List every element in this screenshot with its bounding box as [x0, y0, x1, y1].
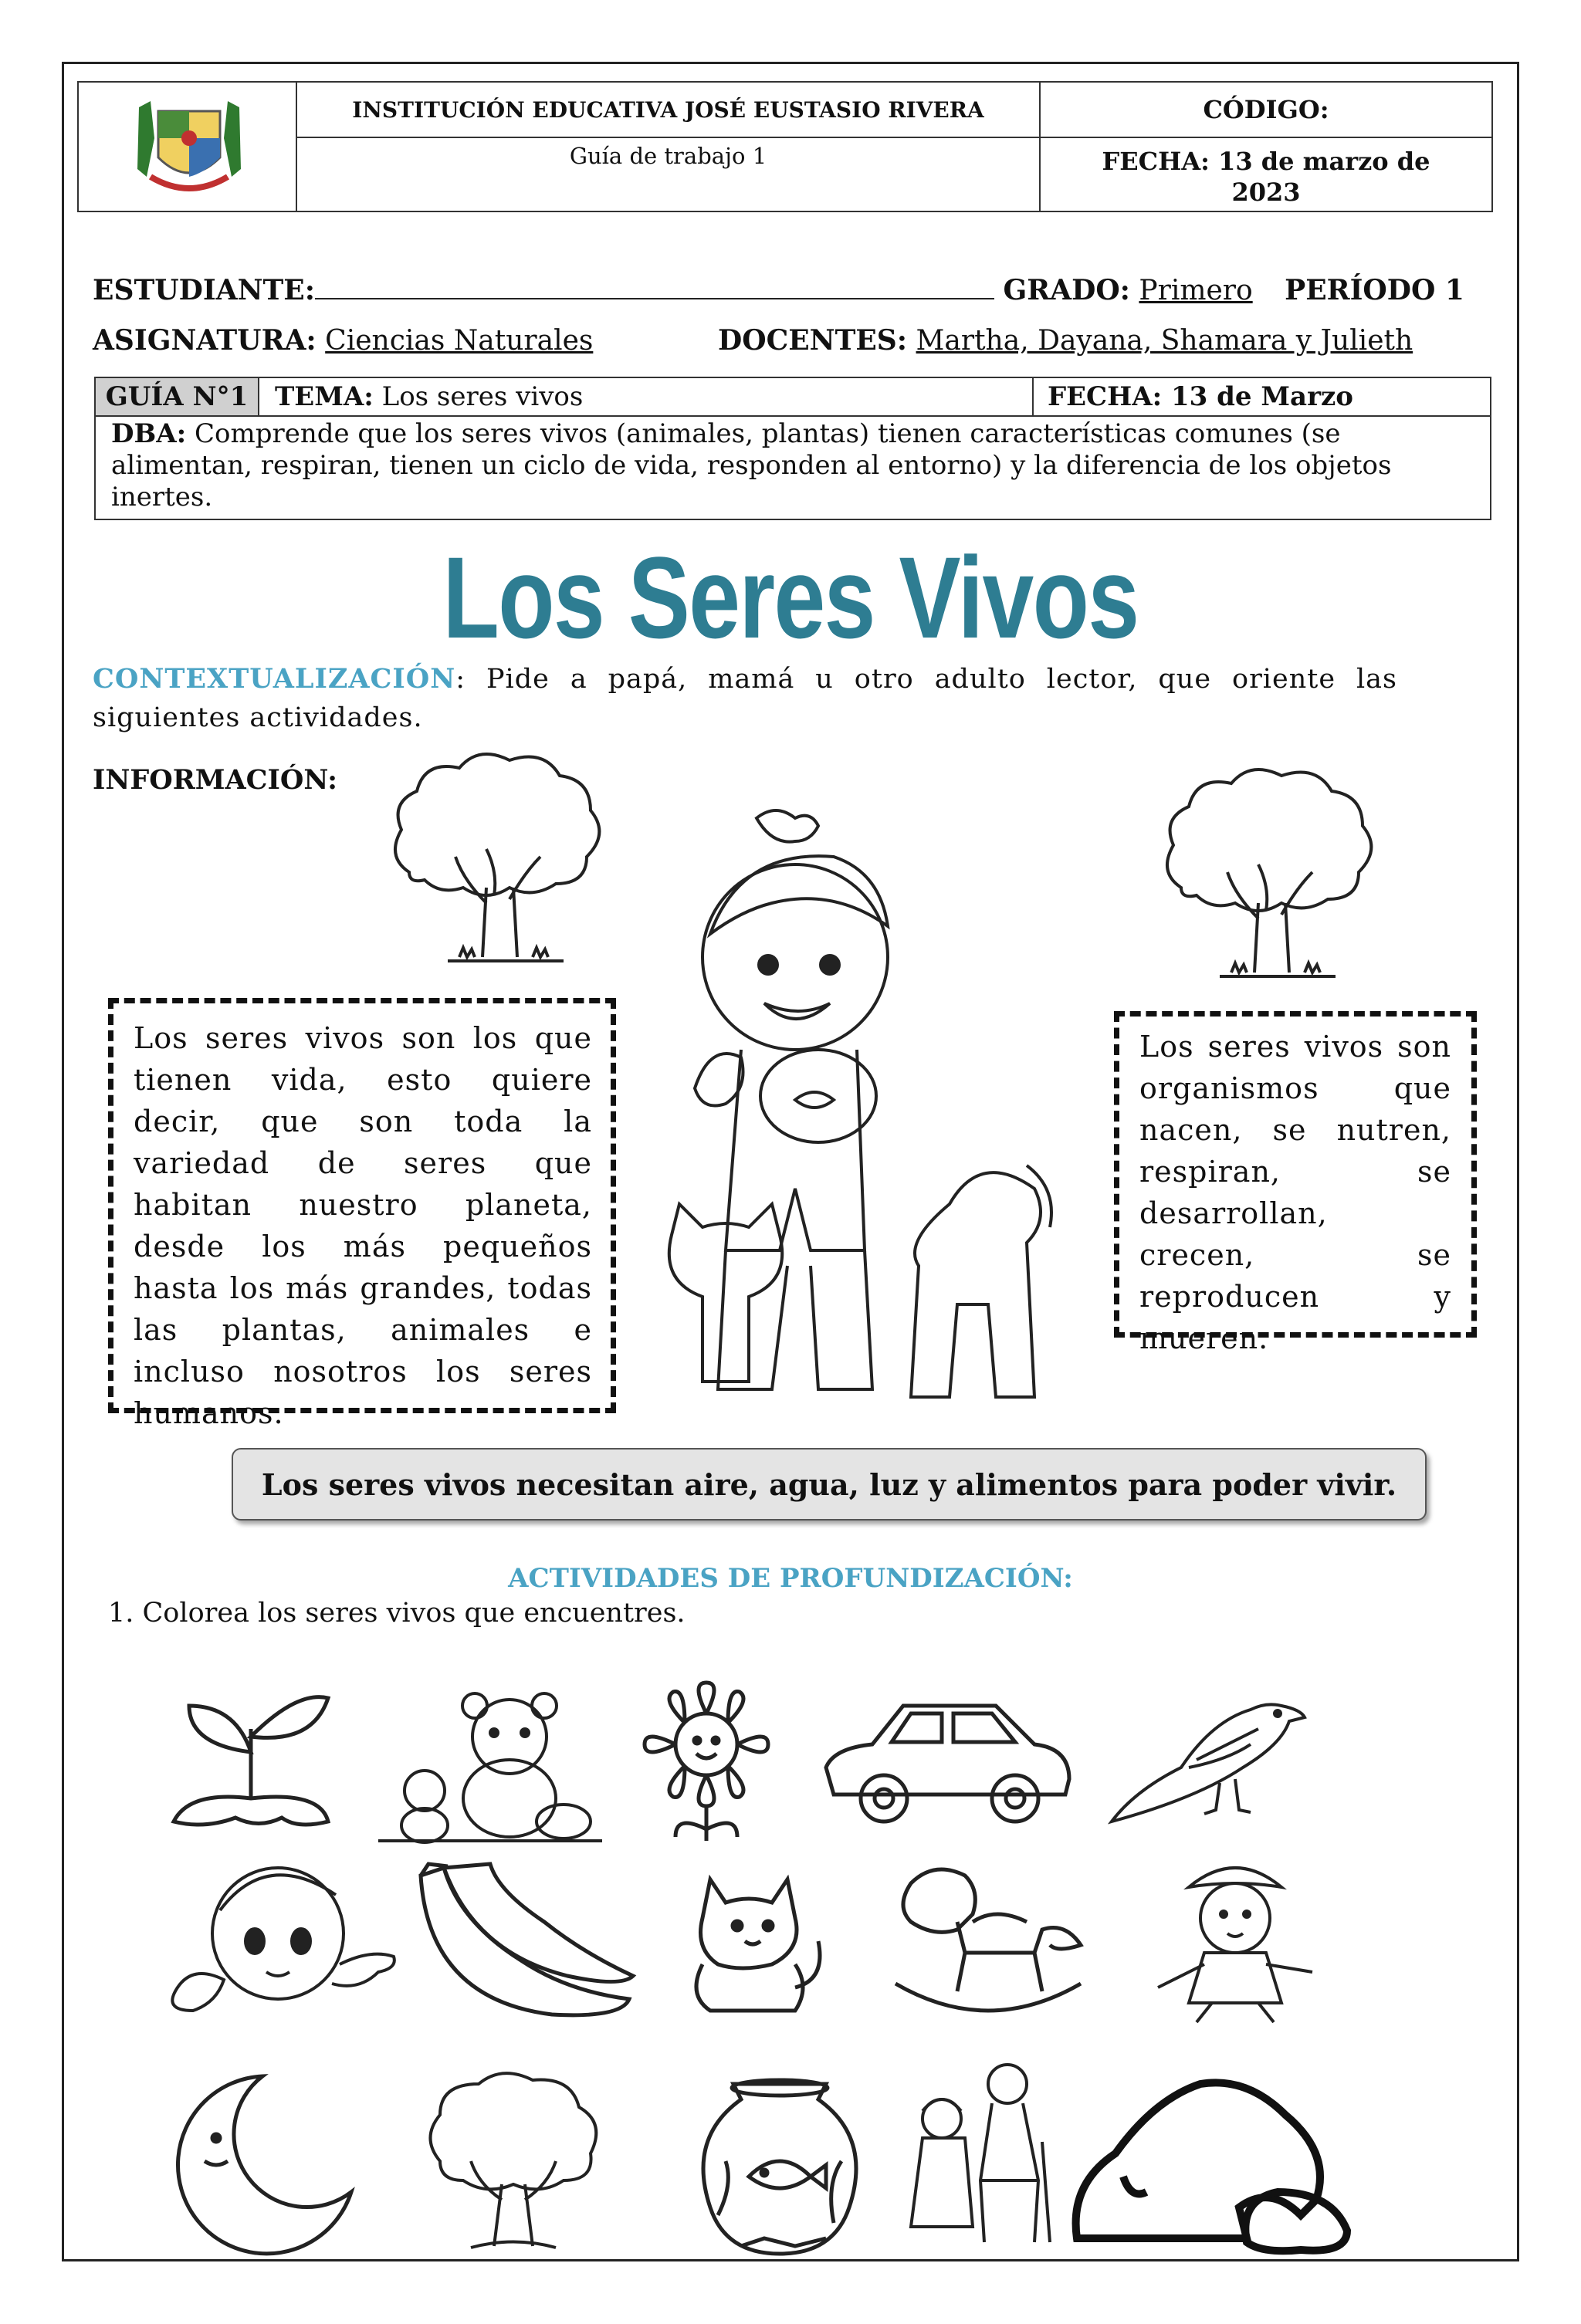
guide-number: GUÍA N°1: [96, 378, 259, 415]
contextualization-text: : Pide a papá, mamá u otro adulto lector, que oriente las siguientes actividades.: [93, 664, 1397, 733]
guide-date: FECHA: 13 de Marzo: [1048, 381, 1353, 412]
subject-label: ASIGNATURA:: [93, 324, 317, 357]
period-label: PERÍODO 1: [1285, 274, 1464, 306]
topic-label: TEMA:: [275, 381, 374, 412]
child-with-pets-icon: [641, 803, 1081, 1420]
car-icon: [818, 1694, 1077, 1829]
code-label: CÓDIGO:: [1041, 83, 1491, 138]
dba-text: Comprende que los seres vivos (animales, plantas) tienen características comunes (se alimentan, respiran, tienen un ciclo de vida, responden al entorno) y la diferencia de los objetos inertes.: [111, 418, 1392, 512]
student-line: [93, 274, 1464, 306]
elderly-couple-icon[interactable]: [899, 2049, 1054, 2250]
task-1: 1. Colorea los seres vivos que encuentres.: [108, 1598, 686, 1629]
flower-icon[interactable]: [621, 1683, 791, 1845]
guide-subtitle: Guía de trabajo 1: [569, 143, 767, 169]
living-beings-definition-box: Los seres vivos son los que tienen vida, esto quiere decir, que son toda la variedad de seres que habitan nuestro planeta, desde los más pequeños hasta los más grandes, todas las plantas, animales e incluso nosotros los seres humanos.: [108, 998, 616, 1413]
doll-icon: [1143, 1856, 1328, 2026]
teachers-label: DOCENTES:: [718, 324, 908, 357]
fishbowl-icon[interactable]: [687, 2069, 872, 2261]
information-label: INFORMACIÓN:: [93, 764, 338, 796]
tree-icon: [1150, 756, 1390, 996]
rocking-horse-icon: [880, 1860, 1088, 2022]
subject-line: [93, 324, 1490, 357]
activities-title: ACTIVIDADES DE PROFUNDIZACIÓN:: [508, 1563, 1073, 1594]
page-title: Los Seres Vivos: [442, 533, 1139, 662]
teddy-bears-icon[interactable]: [378, 1690, 602, 1845]
header-table: [77, 81, 1493, 212]
subject-value: Ciencias Naturales: [325, 325, 594, 357]
guide-table: [94, 377, 1491, 520]
bird-icon[interactable]: [1104, 1690, 1312, 1825]
needs-note: Los seres vivos necesitan aire, agua, luz y alimentos para poder vivir.: [232, 1448, 1427, 1521]
tree-icon[interactable]: [417, 2069, 610, 2261]
institution-name: INSTITUCIÓN EDUCATIVA JOSÉ EUSTASIO RIVERA: [297, 83, 1039, 138]
kitten-icon[interactable]: [664, 1864, 830, 2018]
contextualization: [93, 660, 1397, 737]
bananas-icon: [413, 1860, 645, 2030]
student-name-blank[interactable]: [315, 276, 994, 299]
student-label: ESTUDIANTE:: [93, 274, 316, 306]
dba-label: DBA:: [111, 418, 187, 449]
school-crest-cell: [79, 83, 297, 211]
rocks-icon: [1069, 2069, 1355, 2261]
living-beings-characteristics-box: Los seres vivos son organismos que nacen, se nutren, respiran, se desarrollan, crecen, se reproducen y mueren.: [1114, 1011, 1477, 1338]
header-date: FECHA: 13 de marzo de 2023: [1102, 147, 1430, 207]
tree-icon: [378, 741, 618, 980]
school-crest-icon: [124, 92, 255, 200]
grade-label: GRADO:: [1003, 274, 1130, 306]
baby-icon[interactable]: [162, 1856, 409, 2026]
teachers-value: Martha, Dayana, Shamara y Julieth: [916, 325, 1413, 357]
contextualization-label: CONTEXTUALIZACIÓN: [93, 663, 456, 695]
moon-icon: [162, 2069, 359, 2265]
topic-value: Los seres vivos: [381, 381, 584, 412]
sprout-icon[interactable]: [166, 1683, 336, 1837]
grade-value: Primero: [1139, 275, 1253, 306]
